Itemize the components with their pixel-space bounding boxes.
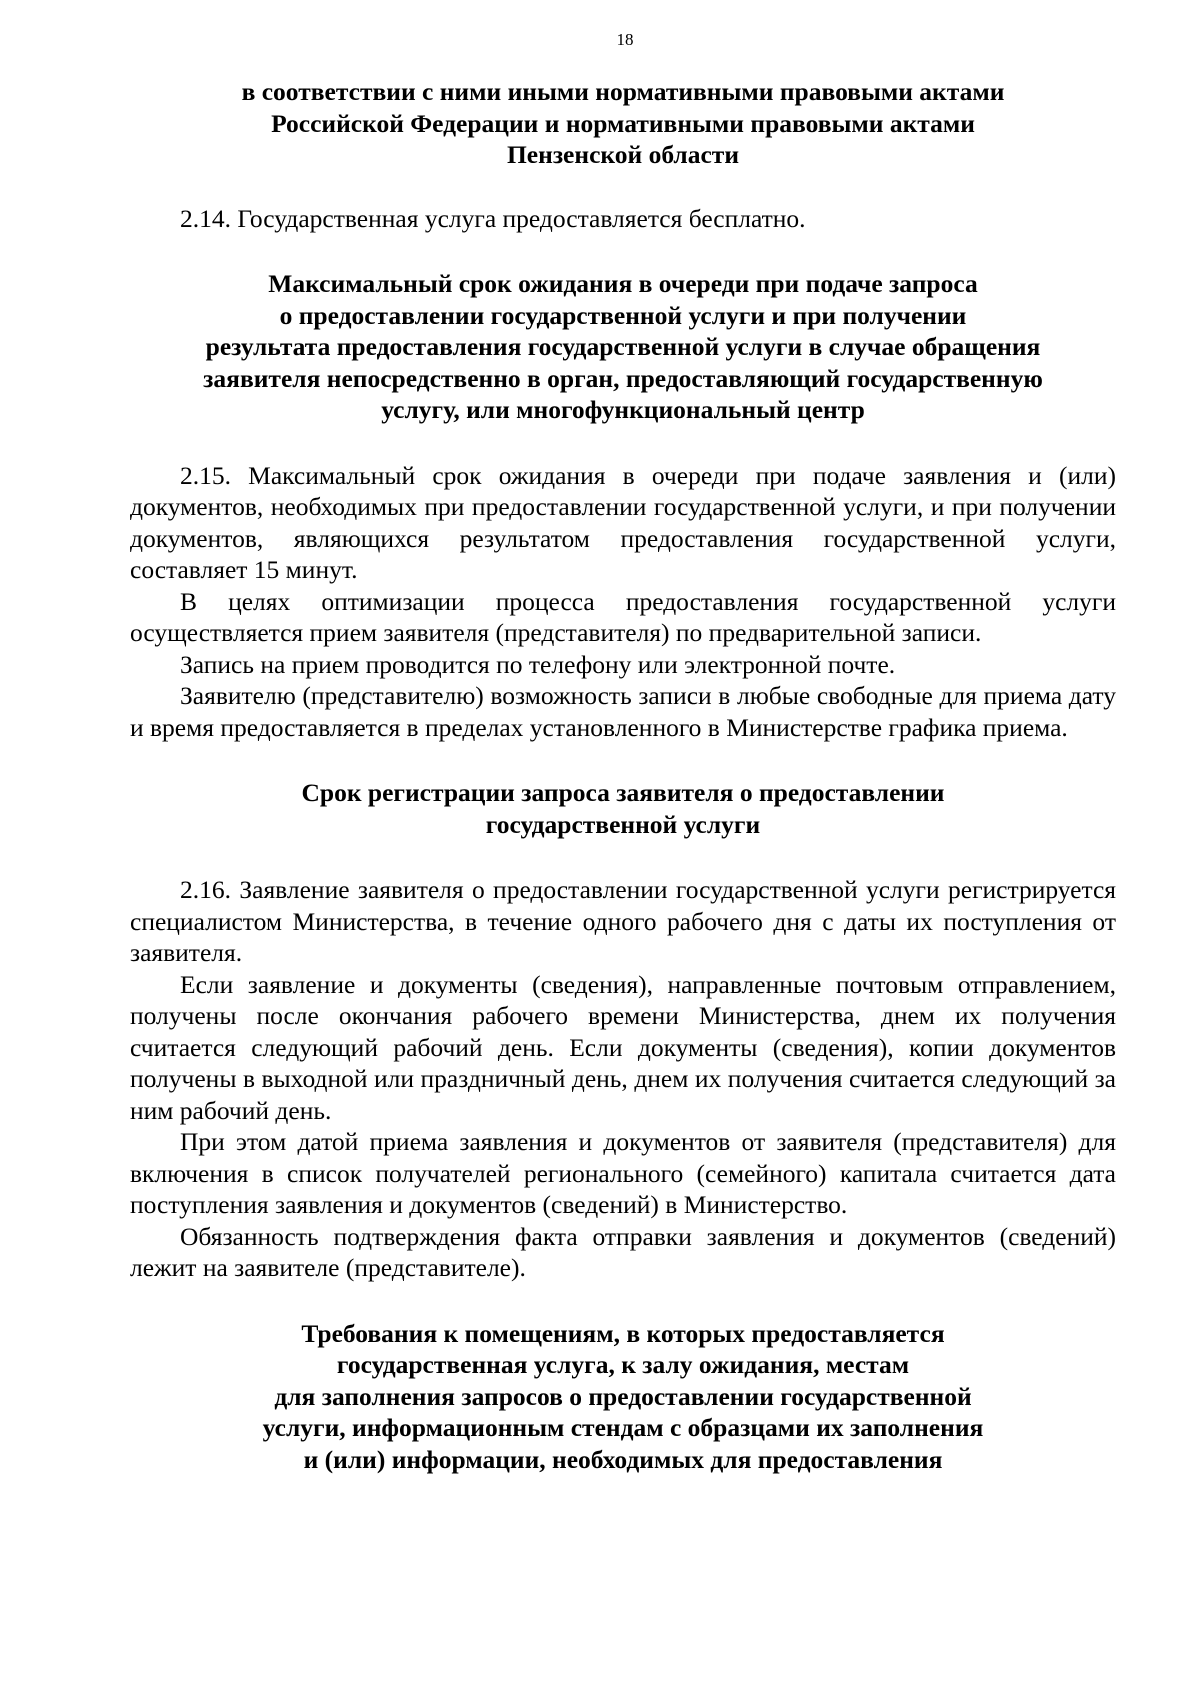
paragraph-2-16: 2.16. Заявление заявителя о предоставлении государственной услуги регистрируется специалистом Министерства, в течение одного рабочего дня с даты их поступления от заявителя.: [130, 875, 1116, 967]
heading-line: результата предоставления государственной услуги в случае обращения: [205, 332, 1041, 361]
section-heading-premises: [130, 1318, 1116, 1476]
heading-line: и (или) информации, необходимых для предоставления: [303, 1444, 943, 1474]
paragraph-schedule: Заявителю (представителю) возможность записи в любые свободные для приема дату и время предоставляется в пределах установленного в Министерстве графика приема.: [130, 681, 1116, 742]
paragraph-acceptance-date: При этом датой приема заявления и документов от заявителя (представителя) для включения в список получателей регионального (семейного) капитала считается дата поступления заявления и документов (сведений) в Министерство.: [130, 1127, 1116, 1219]
heading-line: услугу, или многофункциональный центр: [381, 395, 865, 424]
heading-line: в соответствии с ними иными нормативными правовыми актами: [241, 77, 1005, 106]
paragraph-2-14: 2.14. Государственная услуга предоставляется бесплатно.: [180, 203, 806, 233]
paragraph-appointment: Запись на прием проводится по телефону или электронной почте.: [180, 649, 896, 679]
heading-line: Срок регистрации запроса заявителя о предоставлении: [301, 778, 945, 807]
heading-line: Требования к помещениям, в которых предоставляется: [301, 1318, 945, 1348]
heading-line: Пензенской области: [506, 140, 740, 169]
section-heading-registration: [130, 777, 1116, 840]
heading-line: для заполнения запросов о предоставлении государственной: [274, 1381, 972, 1411]
heading-line: Российской Федерации и нормативными правовыми актами: [271, 108, 975, 138]
heading-line: о предоставлении государственной услуги и при получении: [279, 300, 967, 330]
document-body: [130, 76, 1116, 1475]
paragraph-2-15: 2.15. Максимальный срок ожидания в очереди при подаче заявления и (или) документов, необходимых при предоставлении государственной услуги, и при получении документов, являющихся результатом предоставления государственной услуги, составляет 15 минут.: [130, 460, 1116, 584]
heading-line: Максимальный срок ожидания в очереди при подаче запроса: [268, 269, 978, 298]
heading-line: услуги, информационным стендам с образцами их заполнения: [262, 1413, 984, 1442]
page-number: 18: [616, 30, 634, 49]
section-heading-regulations: [130, 76, 1116, 171]
section-heading-waiting-time: [130, 268, 1116, 426]
paragraph-postal: Если заявление и документы (сведения), направленные почтовым отправлением, получены после окончания рабочего времени Министерства, днем их получения считается следующий рабочий день. Если документы (сведения), копии документов получены в выходной или праздничный день, днем их получения считается следующий за ним рабочий день.: [130, 969, 1116, 1125]
heading-line: государственная услуга, к залу ожидания, местам: [336, 1350, 910, 1379]
heading-line: заявителя непосредственно в орган, предоставляющий государственную: [203, 363, 1043, 393]
paragraph-confirmation: Обязанность подтверждения факта отправки заявления и документов (сведений) лежит на заявителе (представителе).: [130, 1221, 1116, 1282]
paragraph-optimization: В целях оптимизации процесса предоставления государственной услуги осуществляется прием заявителя (представителя) по предварительной записи.: [130, 586, 1116, 647]
heading-line: государственной услуги: [485, 809, 761, 839]
